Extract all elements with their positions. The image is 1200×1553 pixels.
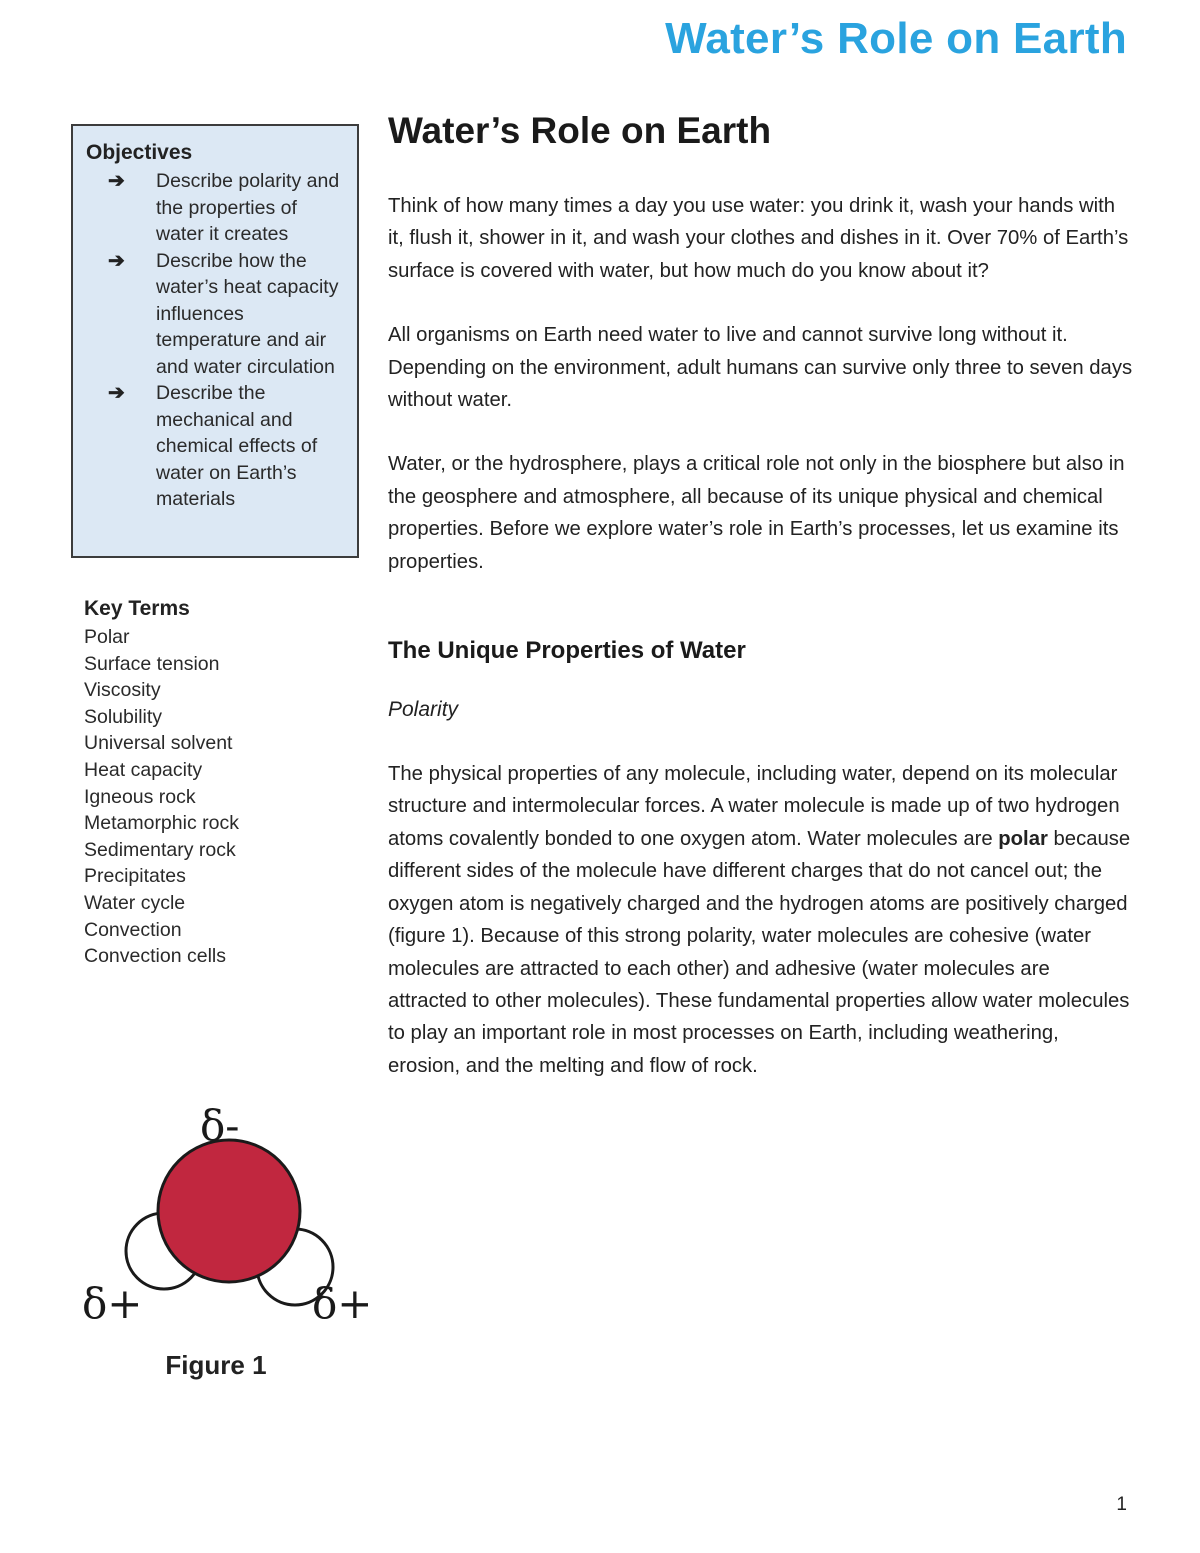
- key-term-item: Heat capacity: [84, 758, 203, 781]
- key-term-item: Viscosity: [84, 679, 161, 702]
- key-term-item: Convection: [84, 918, 182, 941]
- subsection-title: Polarity: [388, 698, 459, 722]
- objective-item: [86, 380, 347, 513]
- page-number: 1: [1116, 1494, 1127, 1515]
- objective-item: [86, 248, 347, 381]
- intro-paragraph: Water, or the hydrosphere, plays a critical role not only in the biosphere but also in the geosphere and atmosphere, all because of its unique physical and chemical properties. Before we explore water’s role in Earth’s processes, let us examine its properties.: [388, 453, 1125, 573]
- key-term-item: Precipitates: [84, 865, 186, 888]
- section-title: The Unique Properties of Water: [388, 637, 746, 665]
- main-content: [388, 108, 1133, 1082]
- paragraph-text: because different sides of the molecule have different charges that do not cancel out; the oxygen atom is negatively charged and the hydrogen atoms are positively charged (figure 1). Because of this strong polarity, water molecules are cohesive (water molecules are attracted to each other) and adhesive (water molecules are attracted to other molecules). These fundamental properties allow water molecules to play an important role in most processes on Earth, including weathering, erosion, and the melting and flow of rock.: [388, 827, 1131, 1077]
- key-term-item: Universal solvent: [84, 732, 233, 755]
- paragraph-text: The physical properties of any molecule, including water, depend on its molecular structure and intermolecular forces. A water molecule is made up of two hydrogen atoms covalently bonded to one oxygen atom. Water molecules are: [388, 763, 1120, 850]
- key-term-item: Solubility: [84, 705, 163, 728]
- objectives-heading: Objectives: [86, 141, 193, 164]
- key-terms-section: [84, 596, 354, 970]
- water-molecule-diagram: [80, 1100, 370, 1340]
- water-molecule-figure: [80, 1100, 370, 1400]
- key-term-item: Surface tension: [84, 652, 220, 675]
- key-term-item: Polar: [84, 626, 130, 648]
- key-terms-list: [84, 624, 354, 970]
- arrow-right-icon: ➔: [108, 170, 125, 192]
- objective-text: Describe how the water’s heat capacity influences temperature and air and water circulation: [156, 249, 339, 378]
- key-terms-heading: Key Terms: [84, 597, 190, 620]
- key-term-item: Sedimentary rock: [84, 838, 236, 861]
- key-term-item: Metamorphic rock: [84, 812, 239, 835]
- intro-paragraph: Think of how many times a day you use water: you drink it, wash your hands with it, flush it, shower in it, and wash your clothes and dishes in it. Over 70% of Earth’s surface is covered with water, but how much do you know about it?: [388, 195, 1129, 282]
- objectives-box: [71, 124, 359, 558]
- hydrogen-left-charge-label: δ+: [82, 1279, 143, 1328]
- oxygen-charge-label: δ-: [200, 1101, 240, 1150]
- arrow-right-icon: ➔: [108, 382, 125, 404]
- intro-paragraph: All organisms on Earth need water to live and cannot survive long without it. Depending on the environment, adult humans can survive only three to seven days without water.: [388, 324, 1133, 412]
- objectives-list: [86, 168, 347, 513]
- figure-caption: Figure 1: [165, 1350, 267, 1380]
- page-header-title: Water’s Role on Earth: [665, 14, 1127, 63]
- oxygen-atom: [158, 1140, 300, 1282]
- hydrogen-right-charge-label: δ+: [312, 1279, 370, 1328]
- objective-text: Describe the mechanical and chemical effects of water on Earth’s materials: [156, 382, 318, 510]
- objective-text: Describe polarity and the properties of water it creates: [156, 170, 340, 245]
- key-term-item: Convection cells: [84, 945, 226, 968]
- main-title: Water’s Role on Earth: [388, 110, 772, 151]
- key-term-item: Igneous rock: [84, 785, 196, 808]
- key-term-item: Water cycle: [84, 891, 186, 914]
- objective-item: [86, 168, 347, 248]
- key-term-bold: polar: [998, 827, 1048, 850]
- arrow-right-icon: ➔: [108, 249, 125, 272]
- polarity-paragraph: [388, 758, 1133, 1082]
